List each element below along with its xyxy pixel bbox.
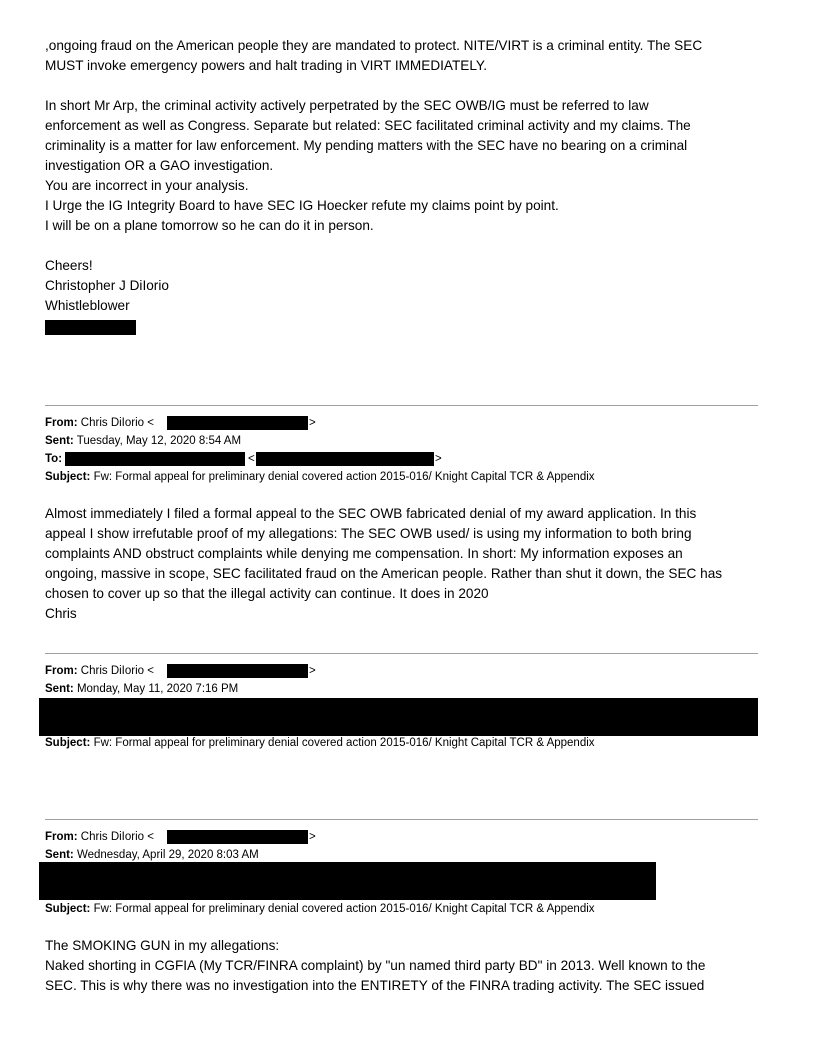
email1-subject-line bbox=[45, 468, 595, 486]
email2-from-line bbox=[45, 662, 154, 680]
redaction-box bbox=[167, 830, 308, 844]
paragraph-referral bbox=[45, 96, 770, 236]
text-line: You are incorrect in your analysis. bbox=[45, 178, 249, 193]
from-close: > bbox=[309, 831, 316, 843]
sent-label: Sent: bbox=[45, 683, 74, 695]
signature-block bbox=[45, 256, 770, 316]
sent-value: Monday, May 11, 2020 7:16 PM bbox=[76, 683, 239, 695]
email1-body bbox=[45, 504, 770, 624]
from-close: > bbox=[309, 665, 316, 677]
email1-to-line bbox=[45, 450, 62, 468]
redaction-box bbox=[65, 452, 245, 466]
redaction-box bbox=[167, 416, 308, 430]
text-line: I will be on a plane tomorrow so he can do it in person. bbox=[45, 218, 374, 233]
divider bbox=[45, 653, 758, 654]
text-line: enforcement as well as Congress. Separate but related: SEC facilitated criminal activity and my claims. The bbox=[45, 118, 691, 133]
redaction-box bbox=[39, 698, 758, 736]
text-line: ongoing, massive in scope, SEC facilitated fraud on the American people. Rather than shut it down, the SEC has bbox=[45, 566, 723, 581]
divider bbox=[45, 405, 758, 406]
text-line: complaints AND obstruct complaints while denying me compensation. In short: My information exposes an bbox=[45, 546, 683, 561]
subject-value: Fw: Formal appeal for preliminary denial covered action 2015-016/ Knight Capital TCR & Appendix bbox=[93, 471, 595, 483]
email2-subject-line bbox=[45, 734, 595, 752]
redaction-box bbox=[39, 862, 656, 900]
text-line: Chris bbox=[45, 606, 77, 621]
signer-name: Christopher J DiIorio bbox=[45, 278, 169, 293]
text-line: SEC. This is why there was no investigation into the ENTIRETY of the FINRA trading activity. The SEC issued bbox=[45, 978, 705, 993]
subject-label: Subject: bbox=[45, 471, 91, 483]
to-label: To: bbox=[45, 453, 63, 465]
paragraph-opening bbox=[45, 36, 770, 76]
divider bbox=[45, 819, 758, 820]
text-line: ,ongoing fraud on the American people they are mandated to protect. NITE/VIRT is a criminal entity. The SEC bbox=[45, 38, 703, 53]
text-line: Naked shorting in CGFIA (My TCR/FINRA complaint) by "un named third party BD" in 2013. Well known to the bbox=[45, 958, 706, 973]
text-line: The SMOKING GUN in my allegations: bbox=[45, 938, 280, 953]
text-line: criminality is a matter for law enforcement. My pending matters with the SEC have no bearing on a criminal bbox=[45, 138, 688, 153]
text-line: appeal I show irrefutable proof of my allegations: The SEC OWB used/ is using my information to both bring bbox=[45, 526, 692, 541]
sent-value: Tuesday, May 12, 2020 8:54 AM bbox=[76, 435, 242, 447]
sent-value: Wednesday, April 29, 2020 8:03 AM bbox=[76, 849, 259, 861]
redaction-box bbox=[45, 320, 136, 335]
email1-from-line bbox=[45, 414, 154, 432]
to-open: < bbox=[248, 453, 255, 465]
subject-value: Fw: Formal appeal for preliminary denial covered action 2015-016/ Knight Capital TCR & Appendix bbox=[93, 903, 595, 915]
email3-from-line bbox=[45, 828, 154, 846]
from-label: From: bbox=[45, 417, 78, 429]
from-value: Chris DiIorio < bbox=[80, 831, 154, 843]
text-line: I Urge the IG Integrity Board to have SEC IG Hoecker refute my claims point by point. bbox=[45, 198, 559, 213]
signoff: Cheers! bbox=[45, 258, 93, 273]
to-close: > bbox=[435, 453, 442, 465]
text-line: Almost immediately I filed a formal appeal to the SEC OWB fabricated denial of my award application. In this bbox=[45, 506, 697, 521]
text-line: chosen to cover up so that the illegal activity can continue. It does in 2020 bbox=[45, 586, 489, 601]
sent-label: Sent: bbox=[45, 849, 74, 861]
from-label: From: bbox=[45, 665, 78, 677]
subject-label: Subject: bbox=[45, 737, 91, 749]
email3-subject-line bbox=[45, 900, 595, 918]
subject-label: Subject: bbox=[45, 903, 91, 915]
from-value: Chris DiIorio < bbox=[80, 417, 154, 429]
from-label: From: bbox=[45, 831, 78, 843]
text-line: In short Mr Arp, the criminal activity actively perpetrated by the SEC OWB/IG must be referred to law bbox=[45, 98, 649, 113]
from-close: > bbox=[309, 417, 316, 429]
from-value: Chris DiIorio < bbox=[80, 665, 154, 677]
email3-body bbox=[45, 936, 770, 996]
text-line: MUST invoke emergency powers and halt trading in VIRT IMMEDIATELY. bbox=[45, 58, 487, 73]
email2-sent-line bbox=[45, 680, 238, 698]
text-line: investigation OR a GAO investigation. bbox=[45, 158, 274, 173]
redaction-box bbox=[167, 664, 308, 678]
redaction-box bbox=[256, 452, 434, 466]
signer-title: Whistleblower bbox=[45, 298, 130, 313]
email1-sent-line bbox=[45, 432, 241, 450]
sent-label: Sent: bbox=[45, 435, 74, 447]
subject-value: Fw: Formal appeal for preliminary denial covered action 2015-016/ Knight Capital TCR & Appendix bbox=[93, 737, 595, 749]
